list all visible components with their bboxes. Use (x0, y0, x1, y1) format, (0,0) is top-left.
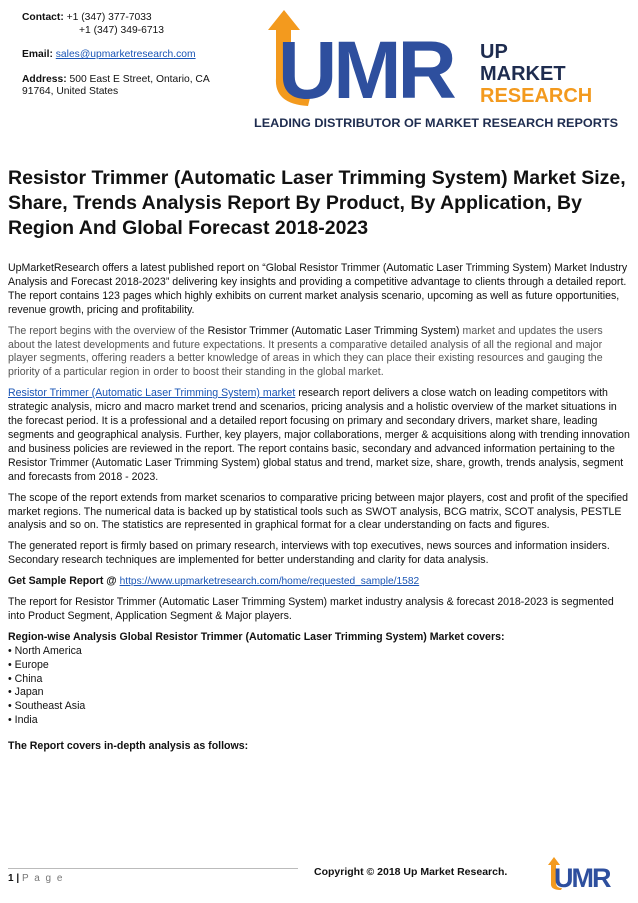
list-item: • India (8, 714, 38, 727)
sample-report-line (8, 575, 630, 589)
address-line-2: 91764, United States (22, 86, 119, 98)
umr-small-logo (544, 857, 630, 891)
list-item: • Japan (8, 686, 44, 699)
logo-word-research: RESEARCH (480, 85, 593, 107)
paragraph-segmentation: The report for Resistor Trimmer (Automatic Laser Trimming System) market industry analysis & forecast 2018-2023 is segmented into Product Segment, Application Segment & Major players. (8, 596, 614, 622)
umr-logo (248, 8, 628, 133)
email-label: Email: (22, 49, 53, 61)
svg-text:UMR: UMR (554, 863, 610, 891)
list-item: • North America (8, 644, 82, 657)
regions-heading: Region-wise Analysis Global Resistor Trimmer (Automatic Laser Trimming System) Market covers: (8, 630, 505, 643)
paragraph-report-details: Resistor Trimmer (Automatic Laser Trimming System) market research report delivers a close watch on leading competitors with strategic analysis, micro and macro market trend and scenarios, pricing analysis and a holistic overview of the market situations in the forecast period. It is a professional and a detailed report focusing on primary and secondary drivers, market share, leading segments and geographical analysis. Further, key players, major collaborations, merger & acquisitions along with trending innovation and business policies are reviewed in the report. The report contains basic, secondary and advanced information pertaining to the Resistor Trimmer (Automatic Laser Trimming System) global status and trend, market size, share, growth, trends analysis, segment and forecasts from 2018 - 2023. (8, 387, 630, 483)
logo-word-up: UP (480, 41, 508, 63)
sample-report-label: Get Sample Report @ (8, 575, 120, 588)
logo-word-market: MARKET (480, 63, 566, 85)
sample-report-link[interactable]: https://www.upmarketresearch.com/home/requested_sample/1582 (119, 576, 420, 588)
email-link[interactable]: sales@upmarketresearch.com (55, 49, 196, 61)
copyright-text: Copyright © 2018 Up Market Research. (314, 866, 508, 878)
page-title: Resistor Trimmer (Automatic Laser Trimming System) Market Size, Share, Trends Analysis Report By Product, By Application, By Region And Global Forecast 2018-2023 (8, 167, 626, 239)
paragraph-scope: The scope of the report extends from market scenarios to comparative pricing between major players, cost and profit of the specified market regions. The numerical data is backed up by statistical tools such as SWOT analysis, BCG matrix, SCOT analysis, PESTLE analysis and so on. The statistics are represented in graphical format for a clear understanding on facts and figures. (8, 491, 629, 532)
contact-block (22, 12, 242, 99)
phone-2: +1 (347) 349-6713 (79, 24, 165, 36)
paragraph-research: The generated report is firmly based on primary research, interviews with top executives, news sources and information insiders. Secondary research techniques are implemented for better understanding and clarity for data analysis. (8, 540, 610, 567)
list-item: • China (8, 672, 43, 685)
list-item: • Europe (8, 658, 49, 671)
footer-divider (8, 868, 298, 869)
report-body (8, 262, 630, 761)
page-number: 1 | P a g e (8, 873, 64, 884)
logo-tagline: LEADING DISTRIBUTOR OF MARKET RESEARCH REPORTS (254, 116, 618, 130)
list-item: • Southeast Asia (8, 700, 86, 713)
phone-1: +1 (347) 377-7033 (66, 12, 152, 23)
regions-list (8, 645, 630, 728)
market-report-link[interactable]: Resistor Trimmer (Automatic Laser Trimming System) market (8, 387, 296, 400)
contact-label: Contact: (22, 12, 64, 23)
covers-heading: The Report covers in-depth analysis as follows: (8, 740, 249, 753)
paragraph-intro: UpMarketResearch offers a latest published report on “Global Resistor Trimmer (Automatic Laser Trimming System) Market Industry Analysis and Forecast 2018-2023” delivering key insights and providing a competitive advantage to clients through a detailed report. The report contains 123 pages which highly exhibits on current market analysis scenario, upcoming as well as future opportunities, revenue growth, pricing and profitability. (8, 262, 628, 316)
address-line-1: 500 East E Street, Ontario, CA (69, 73, 210, 85)
address-label: Address: (22, 73, 67, 85)
logo-letters: UMR (278, 25, 453, 116)
paragraph-overview: The report begins with the overview of the Resistor Trimmer (Automatic Laser Trimming System) market and updates the users about the latest developments and future expectations. It presents a comparative detailed analysis of all the regional and major player segments, offering readers a better knowledge of areas in which they can place their existing resources and gauging the priority of a particular region in order to boost their standing in the global market. (8, 324, 603, 379)
